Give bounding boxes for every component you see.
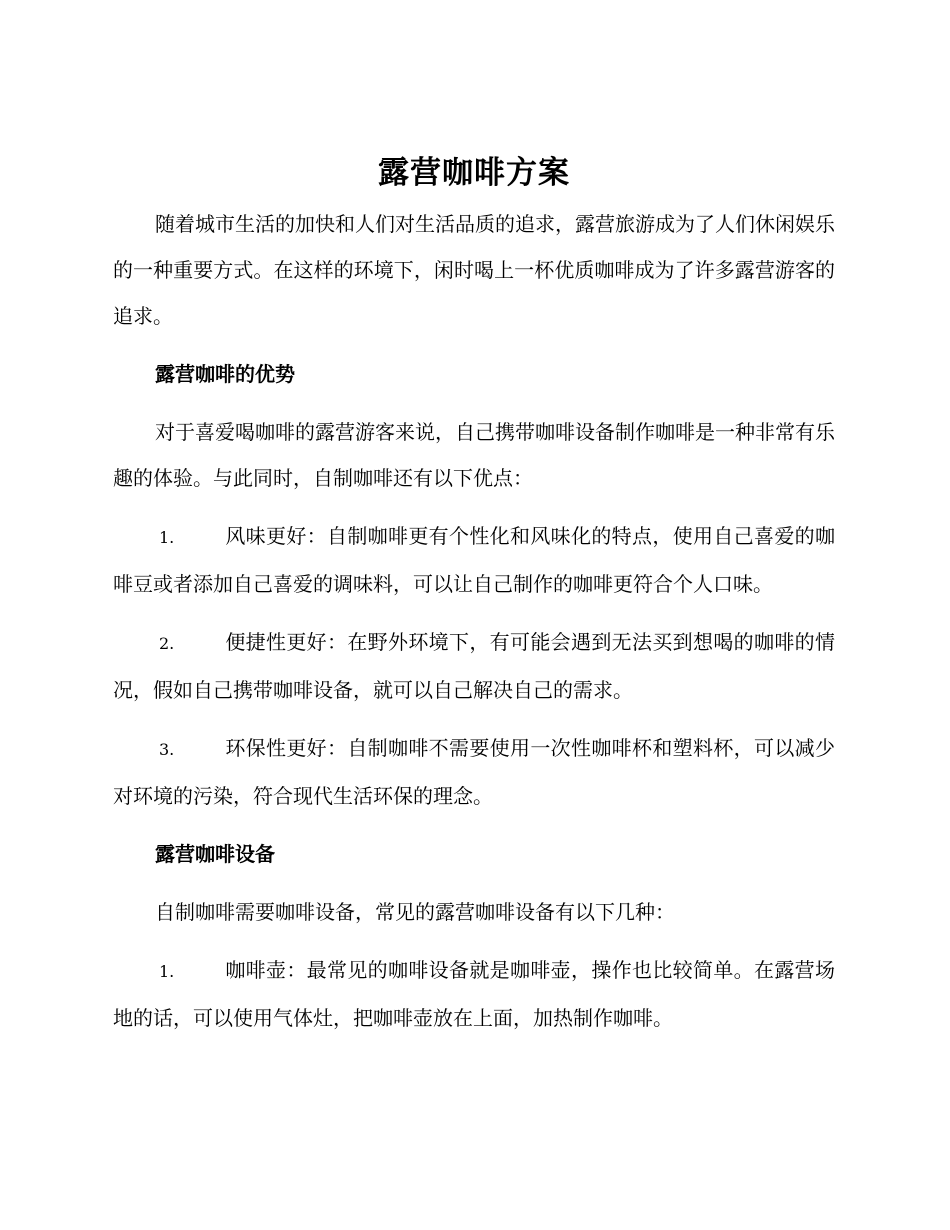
list-item xyxy=(113,947,835,1041)
section-paragraph-advantages: 对于喜爱喝咖啡的露营游客来说，自己携带咖啡设备制作咖啡是一种非常有乐趣的体验。与此同时，自制咖啡还有以下优点： xyxy=(113,420,835,490)
intro-paragraph: 随着城市生活的加快和人们对生活品质的追求，露营旅游成为了人们休闲娱乐的一种重要方式。在这样的环境下，闲时喝上一杯优质咖啡成为了许多露营游客的追求。 xyxy=(113,212,835,328)
list-number: 1. xyxy=(159,962,175,981)
list-item-text: 便捷性更好：在野外环境下，有可能会遇到无法买到想喝的咖啡的情况，假如自己携带咖啡设备，就可以自己解决自己的需求。 xyxy=(113,630,835,702)
list-item xyxy=(113,513,835,607)
section-heading-equipment: 露营咖啡设备 xyxy=(155,842,275,866)
section-paragraph-equipment: 自制咖啡需要咖啡设备，常见的露营咖啡设备有以下几种： xyxy=(155,900,675,924)
list-item-text: 风味更好：自制咖啡更有个性化和风味化的特点，使用自己喜爱的咖啡豆或者添加自己喜爱的调味料，可以让自己制作的咖啡更符合个人口味。 xyxy=(113,524,835,596)
document-title: 露营咖啡方案 xyxy=(378,155,570,191)
list-number: 1. xyxy=(159,528,175,547)
list-item xyxy=(113,619,835,713)
document-page xyxy=(113,145,835,1041)
list-number: 2. xyxy=(159,634,175,653)
list-item-text: 环保性更好：自制咖啡不需要使用一次性咖啡杯和塑料杯，可以减少对环境的污染，符合现代生活环保的理念。 xyxy=(113,736,835,808)
list-item xyxy=(113,725,835,819)
section-heading-advantages: 露营咖啡的优势 xyxy=(155,362,295,386)
list-number: 3. xyxy=(159,740,175,759)
list-item-text: 咖啡壶：最常见的咖啡设备就是咖啡壶，操作也比较简单。在露营场地的话，可以使用气体灶，把咖啡壶放在上面，加热制作咖啡。 xyxy=(113,958,835,1030)
